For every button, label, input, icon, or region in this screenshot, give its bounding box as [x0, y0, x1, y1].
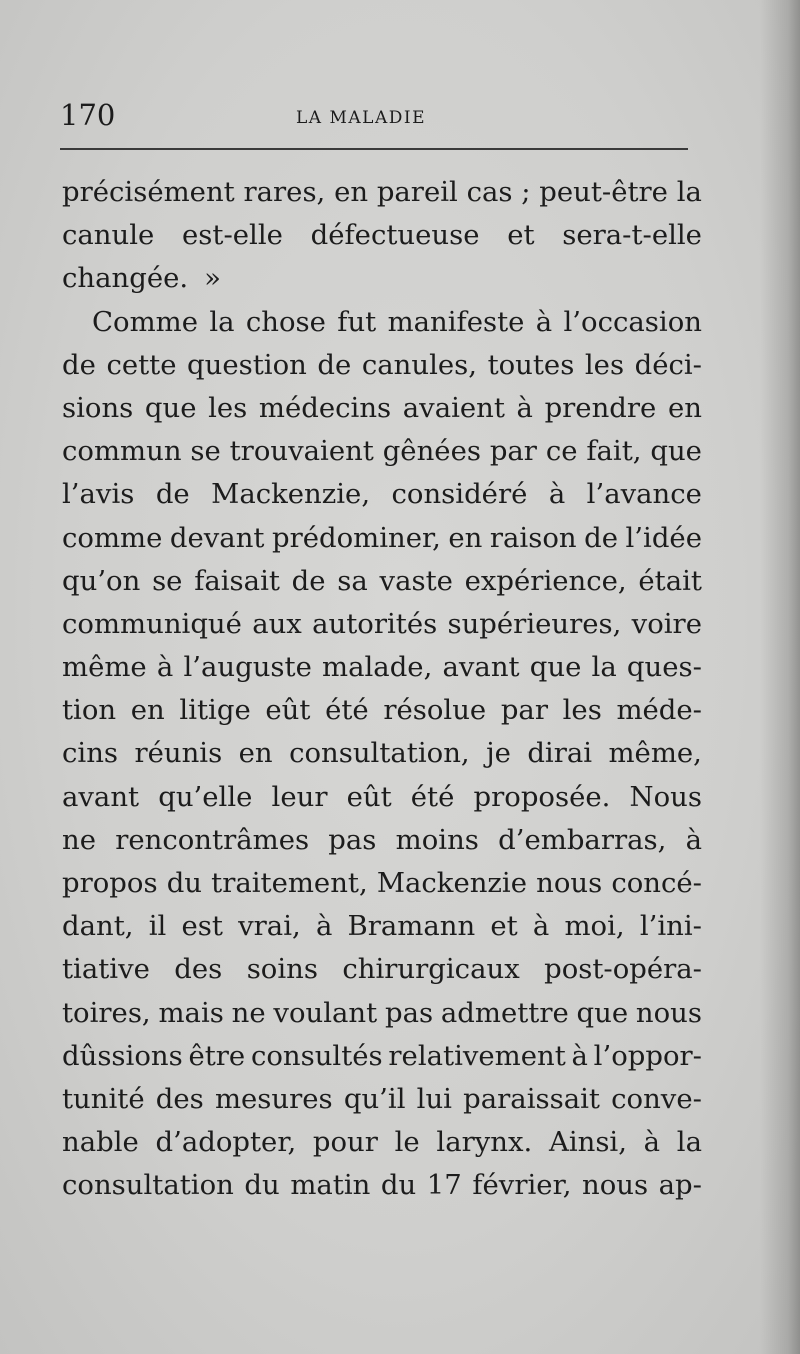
word: toires, — [62, 996, 151, 1029]
text-line — [62, 214, 702, 257]
header-rule — [60, 148, 688, 150]
word: qu’il — [343, 1082, 406, 1115]
word: question — [187, 348, 307, 381]
word: lui — [416, 1082, 452, 1115]
word: ques- — [626, 651, 702, 684]
word: Ainsi, — [548, 1126, 627, 1159]
text-line — [62, 257, 702, 300]
word: je — [486, 737, 511, 770]
word: qu’elle — [158, 780, 253, 813]
word: les — [584, 348, 625, 381]
word: proposée. — [473, 780, 611, 813]
word: 17 — [426, 1169, 462, 1202]
word: relativement — [388, 1039, 566, 1072]
word: de — [155, 478, 190, 511]
word: » — [204, 262, 221, 295]
text-line — [62, 517, 702, 560]
word: prédominer, — [271, 521, 441, 554]
word: des — [155, 1082, 204, 1115]
word: résolue — [383, 694, 487, 727]
word: toutes — [487, 348, 575, 381]
word: eût — [346, 780, 392, 813]
word: était — [638, 564, 702, 597]
word: tiative — [62, 953, 150, 986]
word: prendre — [544, 391, 657, 424]
word: fait, — [586, 435, 642, 468]
text-line — [62, 473, 702, 516]
word: à — [516, 391, 533, 424]
word: par — [489, 435, 537, 468]
word: supérieures, — [447, 607, 622, 640]
word: moi, — [564, 910, 625, 943]
word: l’auguste — [183, 651, 312, 684]
text-line — [62, 344, 702, 387]
word: leur — [271, 780, 328, 813]
word: cins — [62, 737, 119, 770]
word: de — [62, 348, 96, 381]
word: ne — [62, 823, 96, 856]
word: de — [291, 564, 326, 597]
text-line — [62, 1078, 702, 1121]
word: rares, — [243, 176, 326, 208]
word: la — [676, 1126, 702, 1159]
word: que — [529, 651, 582, 684]
word: et — [507, 219, 535, 252]
word: cette — [106, 348, 177, 381]
word: Nous — [629, 780, 702, 813]
word: dant, — [62, 910, 134, 943]
word: d’embarras, — [498, 823, 667, 856]
word: se — [152, 564, 183, 597]
word: ce — [545, 435, 578, 468]
word: vaste — [379, 564, 453, 597]
word: propos — [62, 867, 158, 899]
word: avant — [442, 651, 520, 684]
word: mais — [158, 996, 224, 1029]
word: l’ini- — [639, 910, 702, 943]
word: voulant — [273, 996, 378, 1029]
text-line — [62, 905, 702, 948]
word: la — [209, 305, 235, 338]
word: pareil — [376, 176, 458, 208]
word: à — [685, 823, 702, 856]
word: par — [500, 694, 548, 727]
word: que — [576, 996, 629, 1029]
word: chirurgicaux — [342, 953, 520, 986]
word: tunité — [62, 1082, 145, 1115]
running-head — [60, 98, 690, 138]
word: eût — [265, 694, 311, 727]
word: été — [410, 780, 455, 813]
word: commun — [62, 435, 182, 468]
word: ap- — [658, 1169, 702, 1202]
word: fut — [337, 305, 377, 338]
word: vrai, — [238, 910, 301, 943]
word: les — [208, 391, 248, 424]
word: même — [62, 651, 147, 684]
text-line — [62, 171, 702, 214]
text-line — [62, 1121, 702, 1164]
word: devant — [169, 521, 265, 554]
word: se — [190, 435, 221, 468]
word: larynx. — [436, 1126, 533, 1159]
word: à — [315, 910, 333, 943]
word: précisément — [62, 176, 235, 208]
word: paraissait — [463, 1082, 600, 1115]
word: médecins — [258, 391, 392, 424]
word: de — [584, 521, 618, 554]
word: nable — [62, 1126, 139, 1159]
text-line — [62, 1164, 702, 1207]
word: sa — [337, 564, 368, 597]
word: à — [571, 1039, 588, 1072]
text-line — [62, 646, 702, 689]
word: conve- — [611, 1082, 702, 1115]
word: concé- — [611, 867, 702, 899]
word: Comme — [92, 305, 199, 338]
word: chose — [245, 305, 326, 338]
text-line — [62, 819, 702, 862]
word: comme — [62, 521, 163, 554]
word: manifeste — [387, 305, 525, 338]
word: à — [532, 910, 550, 943]
word: mesures — [214, 1082, 333, 1115]
word: nous — [582, 1169, 649, 1202]
word: cas — [466, 176, 513, 208]
word: réunis — [134, 737, 223, 770]
word: l’idée — [625, 521, 702, 554]
word: des — [174, 953, 223, 986]
word: soins — [246, 953, 318, 986]
word: avaient — [402, 391, 505, 424]
text-line — [62, 732, 702, 775]
word: que — [650, 435, 702, 468]
word: même, — [608, 737, 702, 770]
word: à — [535, 305, 553, 338]
word: nous — [536, 867, 603, 899]
word: consultés — [250, 1039, 383, 1072]
word: d’adopter, — [155, 1126, 297, 1159]
word: canules, — [361, 348, 478, 381]
word: défectueuse — [310, 219, 480, 252]
word: considéré — [391, 478, 528, 511]
word: et — [490, 910, 518, 943]
word: consultation — [62, 1169, 234, 1202]
text-line — [62, 992, 702, 1035]
word: du — [244, 1169, 280, 1202]
text-line — [62, 948, 702, 991]
word: traitement, — [211, 867, 368, 899]
word: été — [325, 694, 369, 727]
word: aux — [252, 607, 302, 640]
word: en — [238, 737, 273, 770]
word: février, — [472, 1169, 572, 1202]
word: en — [130, 694, 165, 727]
word: post-opéra- — [544, 953, 702, 986]
page-edge-shadow — [760, 0, 800, 1354]
text-line — [62, 560, 702, 603]
word: qu’on — [62, 564, 141, 597]
word: rencontrâmes — [115, 823, 310, 856]
word: de — [317, 348, 352, 381]
body-text — [62, 171, 702, 1208]
word: l’oppor- — [593, 1039, 702, 1072]
word: que — [144, 391, 197, 424]
word: peut-être — [539, 176, 668, 208]
word: il — [148, 910, 167, 943]
word: ; — [521, 176, 531, 208]
word: communiqué — [62, 607, 242, 640]
word: méde- — [616, 694, 702, 727]
word: ne — [231, 996, 266, 1029]
word: l’avance — [586, 478, 702, 511]
word: matin — [290, 1169, 371, 1202]
word: déci- — [634, 348, 702, 381]
word: l’occasion — [563, 305, 702, 338]
word: à — [156, 651, 174, 684]
word: à — [643, 1126, 661, 1159]
word: canule — [62, 219, 155, 252]
word: changée. — [62, 262, 189, 295]
word: en — [334, 176, 369, 208]
word: trouvaient — [229, 435, 374, 468]
word: en — [448, 521, 483, 554]
word: être — [188, 1039, 246, 1072]
page-number: 170 — [60, 98, 116, 132]
word: faisait — [194, 564, 280, 597]
text-line — [62, 776, 702, 819]
word: du — [166, 867, 203, 899]
word: tion — [62, 694, 117, 727]
word: consultation, — [289, 737, 470, 770]
word: voire — [631, 607, 702, 640]
word: dûssions — [62, 1039, 183, 1072]
word: Bramann — [347, 910, 476, 943]
word: pour — [312, 1126, 378, 1159]
word: Mackenzie — [376, 867, 527, 899]
text-line — [62, 387, 702, 430]
word: en — [667, 391, 702, 424]
word: sera-t-elle — [562, 219, 702, 252]
word: raison — [489, 521, 577, 554]
word: est-elle — [182, 219, 283, 252]
word: du — [380, 1169, 417, 1202]
word: expérience, — [464, 564, 627, 597]
word: autorités — [312, 607, 438, 640]
word: à — [548, 478, 566, 511]
text-line — [62, 301, 702, 344]
word: litige — [179, 694, 251, 727]
word: l’avis — [62, 478, 135, 511]
word: la — [676, 176, 702, 208]
word: moins — [395, 823, 479, 856]
text-line — [62, 603, 702, 646]
word: sions — [62, 391, 134, 424]
word: malade, — [322, 651, 433, 684]
word: nous — [635, 996, 702, 1029]
word: la — [591, 651, 617, 684]
text-line — [62, 1035, 702, 1078]
word: admettre — [440, 996, 569, 1029]
text-line — [62, 862, 702, 905]
text-line — [62, 430, 702, 473]
word: avant — [62, 780, 140, 813]
word: pas — [328, 823, 377, 856]
word: pas — [384, 996, 434, 1029]
word: dirai — [527, 737, 593, 770]
word: Mackenzie, — [211, 478, 371, 511]
word: le — [394, 1126, 420, 1159]
text-line — [62, 689, 702, 732]
word: est — [181, 910, 223, 943]
running-title: LA MALADIE — [296, 108, 426, 128]
word: gênées — [382, 435, 481, 468]
word: les — [562, 694, 602, 727]
